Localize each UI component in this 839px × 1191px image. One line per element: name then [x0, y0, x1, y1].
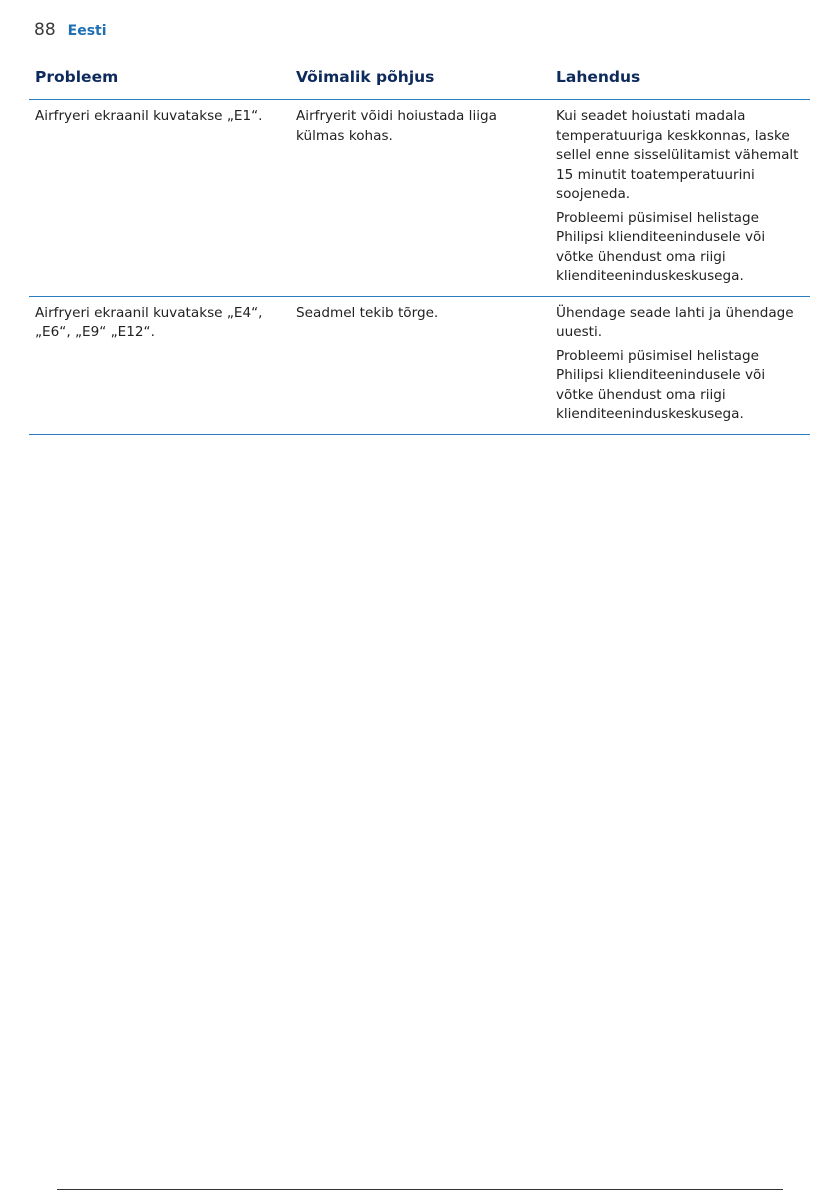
problem-cell: Airfryeri ekraanil kuvatakse „E4“, „E6“, „E9“ „E12“. [29, 296, 290, 434]
column-header-problem: Probleem [29, 66, 290, 100]
solution-paragraph: Kui seadet hoiustati madala temperatuuriga keskkonnas, laske sellel enne sisselülitamist vähemalt 15 minutit toatemperatuurini soojeneda. [556, 108, 799, 202]
troubleshooting-table [29, 66, 810, 435]
solution-cell [550, 100, 810, 297]
solution-cell [550, 296, 810, 434]
table-row [29, 296, 810, 434]
solution-paragraph: Ühendage seade lahti ja ühendage uuesti. [556, 304, 794, 340]
solution-paragraph: Probleemi püsimisel helistage Philipsi klienditeenindusele või võtke ühendust oma riigi klienditeeninduskeskusega. [556, 209, 766, 284]
footer-divider [57, 1189, 783, 1190]
problem-cell: Airfryeri ekraanil kuvatakse „E1“. [29, 100, 290, 297]
solution-paragraph: Probleemi püsimisel helistage Philipsi klienditeenindusele või võtke ühendust oma riigi klienditeeninduskeskusega. [556, 347, 766, 422]
page-header [34, 20, 107, 40]
table-header-row [29, 66, 810, 100]
page-number: 88 [34, 20, 56, 40]
column-header-cause: Võimalik põhjus [290, 66, 550, 100]
table-row [29, 100, 810, 297]
section-label: Eesti [67, 23, 107, 39]
cause-cell: Airfryerit võidi hoiustada liiga külmas kohas. [290, 100, 550, 297]
cause-cell: Seadmel tekib tõrge. [290, 296, 550, 434]
column-header-solution: Lahendus [550, 66, 810, 100]
